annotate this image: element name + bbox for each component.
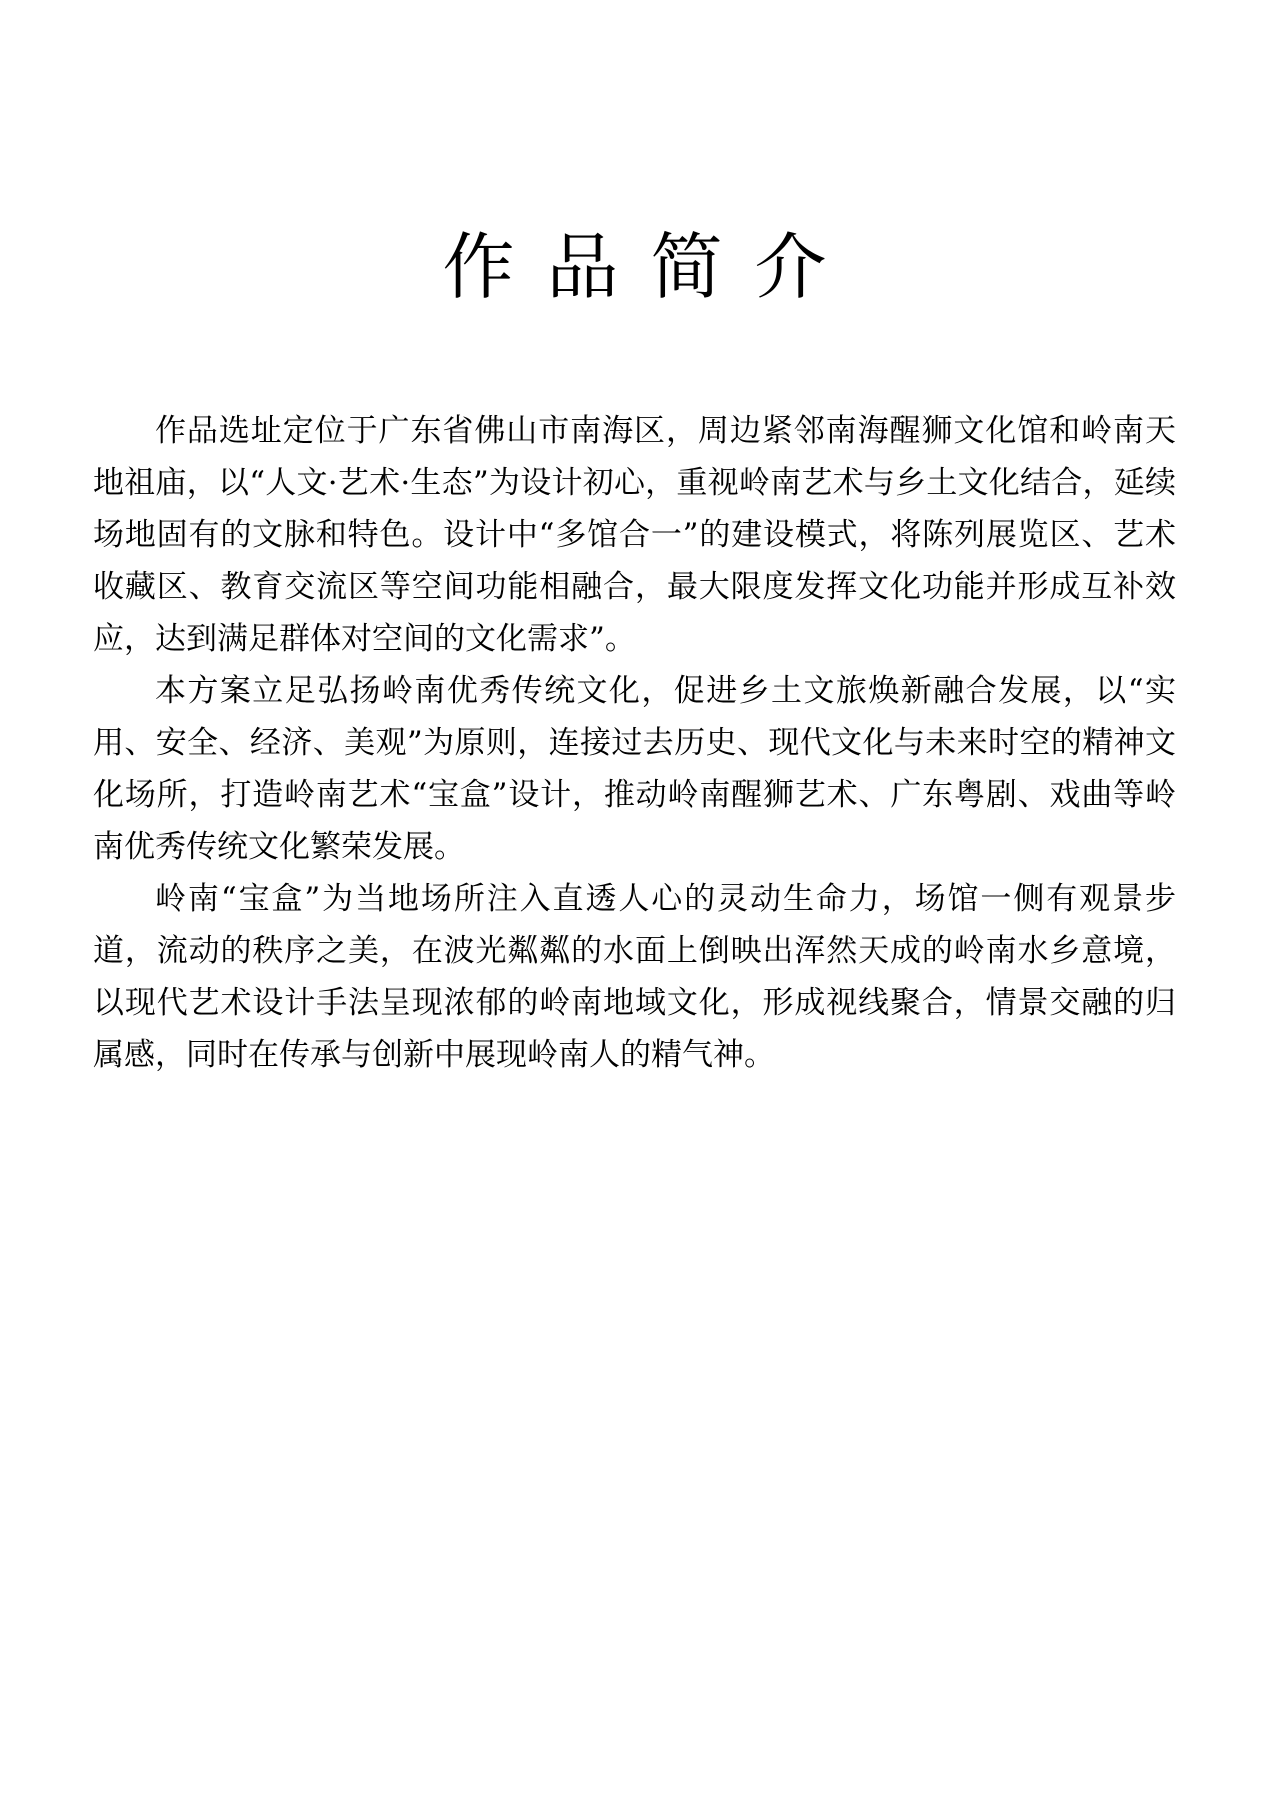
page-title: 作品简介 xyxy=(442,225,859,309)
intro-paragraph-3: 岭南“宝盒”为当地场所注入直透人心的灵动生命力，场馆一侧有观景步道，流动的秩序之美，在波光粼粼的水面上倒映出浑然天成的岭南水乡意境，以现代艺术设计手法呈现浓郁的岭南地域文化，形成视线聚合，情景交融的归属感，同时在传承与创新中展现岭南人的精气神。 xyxy=(93,881,1176,1073)
intro-paragraph-2: 本方案立足弘扬岭南优秀传统文化，促进乡土文旅焕新融合发展，以“实用、安全、经济、美观”为原则，连接过去历史、现代文化与未来时空的精神文化场所，打造岭南艺术“宝盒”设计，推动岭南醒狮艺术、广东粤剧、戏曲等岭南优秀传统文化繁荣发展。 xyxy=(93,673,1176,865)
intro-body xyxy=(93,405,1176,1081)
intro-paragraph-1: 作品选址定位于广东省佛山市南海区，周边紧邻南海醒狮文化馆和岭南天地祖庙，以“人文·艺术·生态”为设计初心，重视岭南艺术与乡土文化结合，延续场地固有的文脉和特色。设计中“多馆合一”的建设模式，将陈列展览区、艺术收藏区、教育交流区等空间功能相融合，最大限度发挥文化功能并形成互补效应，达到满足群体对空间的文化需求”。 xyxy=(93,413,1176,657)
